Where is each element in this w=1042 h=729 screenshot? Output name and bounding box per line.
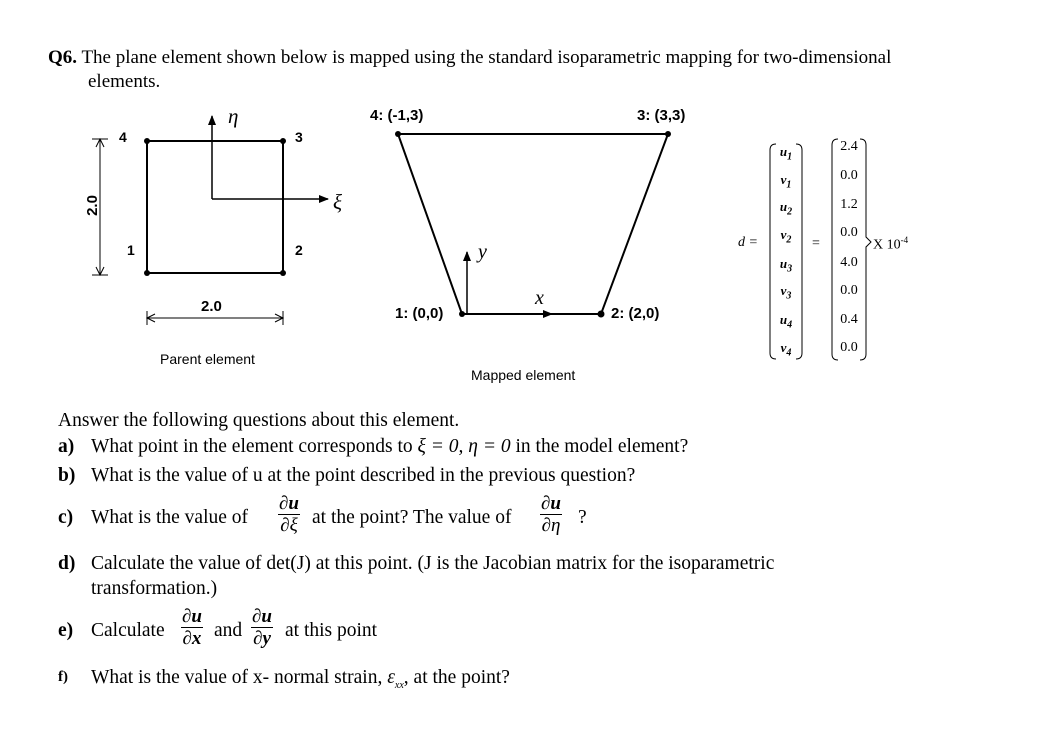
question-f-text: What is the value of x- normal strain, $\varepsilon_{xx}$, at the point? (91, 667, 510, 691)
mapped-element-trapezoid (398, 134, 668, 314)
parent-node-2-dot (280, 270, 286, 276)
question-a-text: What point in the element corresponds to ξ = 0, η = 0 in the model element? (91, 436, 689, 457)
y-axis-label: y (478, 241, 487, 263)
question-text-line2: elements. (88, 71, 161, 92)
question-c-label: c) (58, 507, 74, 528)
dof-item: $u_4$ (779, 312, 793, 331)
scale-factor: X $10^{-4}$ (873, 235, 909, 253)
question-b-text: What is the value of u at the point described in the previous question? (91, 465, 636, 486)
displacement-equals: = (812, 236, 820, 251)
displacement-label: d = (738, 235, 758, 250)
du-dx-fraction: $\frac{\partial u}{\partial x}$ (182, 606, 202, 649)
question-e-text2: and (214, 620, 243, 641)
du-deta-fraction: $\frac{\partial u}{\partial\eta}$ (541, 493, 561, 536)
dof-item: $v_3$ (780, 283, 792, 302)
dof-value: 0.0 (840, 225, 858, 240)
parent-node-3-dot (280, 138, 286, 144)
dof-value: 0.4 (840, 312, 858, 327)
mapped-node-4-dot (395, 131, 401, 137)
question-c-text3: ? (578, 507, 587, 528)
eta-axis-label: η (228, 104, 239, 128)
question-number: Q6. (48, 47, 78, 68)
question-e-label: e) (58, 620, 74, 641)
mapped-element-caption: Mapped element (471, 367, 576, 383)
parent-element-figure (92, 116, 328, 325)
xi-axis-label: ξ (333, 190, 342, 214)
question-b-label: b) (58, 465, 76, 486)
mapped-node-3-dot (665, 131, 671, 137)
parent-node-1-dot (144, 270, 150, 276)
question-a-label: a) (58, 436, 75, 457)
dof-item: $u_3$ (779, 256, 793, 275)
parent-element-caption: Parent element (160, 351, 255, 367)
dof-value: 0.0 (840, 168, 858, 183)
parent-node-1-label: 1 (127, 242, 135, 258)
question-c-text1: What is the value of (91, 507, 249, 528)
parent-node-4-label: 4 (119, 129, 127, 145)
mapped-node-4-label: 4: (-1,3) (370, 107, 424, 124)
mapped-node-2-dot (598, 311, 605, 318)
mapped-node-2-label: 2: (2,0) (611, 305, 660, 322)
question-d-text1: Calculate the value of det(J) at this point. (J is the Jacobian matrix for the isoparametric (91, 553, 775, 574)
dof-value: 4.0 (840, 255, 858, 270)
dof-item: $u_1$ (779, 144, 793, 163)
dof-item: $v_4$ (780, 340, 792, 359)
question-f-label: f) (58, 669, 68, 685)
parent-node-3-label: 3 (295, 129, 303, 145)
dof-item: $u_2$ (779, 199, 793, 218)
mapped-node-3-label: 3: (3,3) (637, 107, 686, 124)
question-d-text2: transformation.) (91, 578, 218, 599)
dof-value: 2.4 (840, 139, 858, 154)
width-dimension-label: 2.0 (201, 298, 222, 315)
du-dy-fraction: $\frac{\partial u}{\partial y}$ (252, 606, 272, 649)
question-text-line1: The plane element shown below is mapped using the standard isoparametric mapping for two-dimensional (81, 47, 892, 68)
mapped-node-1-label: 1: (0,0) (395, 305, 444, 322)
question-c-text2: at the point? The value of (312, 507, 512, 528)
x-axis-label: x (535, 287, 544, 309)
questions-intro: Answer the following questions about this element. (58, 410, 460, 431)
parent-element-square (147, 141, 283, 273)
dof-item: $v_1$ (780, 172, 792, 191)
question-e-text3: at this point (285, 620, 378, 641)
du-dxi-fraction: $\frac{\partial u}{\partial\xi}$ (279, 493, 299, 536)
dof-value: 0.0 (840, 283, 858, 298)
mapped-element-figure (395, 131, 671, 318)
parent-node-2-label: 2 (295, 242, 303, 258)
question-e-text1: Calculate (91, 620, 165, 641)
question-d-label: d) (58, 553, 76, 574)
parent-node-4-dot (144, 138, 150, 144)
dof-value: 0.0 (840, 340, 858, 355)
dof-value: 1.2 (840, 197, 858, 212)
dof-item: $v_2$ (780, 227, 792, 246)
mapped-node-1-dot (459, 311, 465, 317)
height-dimension-label: 2.0 (83, 195, 101, 216)
